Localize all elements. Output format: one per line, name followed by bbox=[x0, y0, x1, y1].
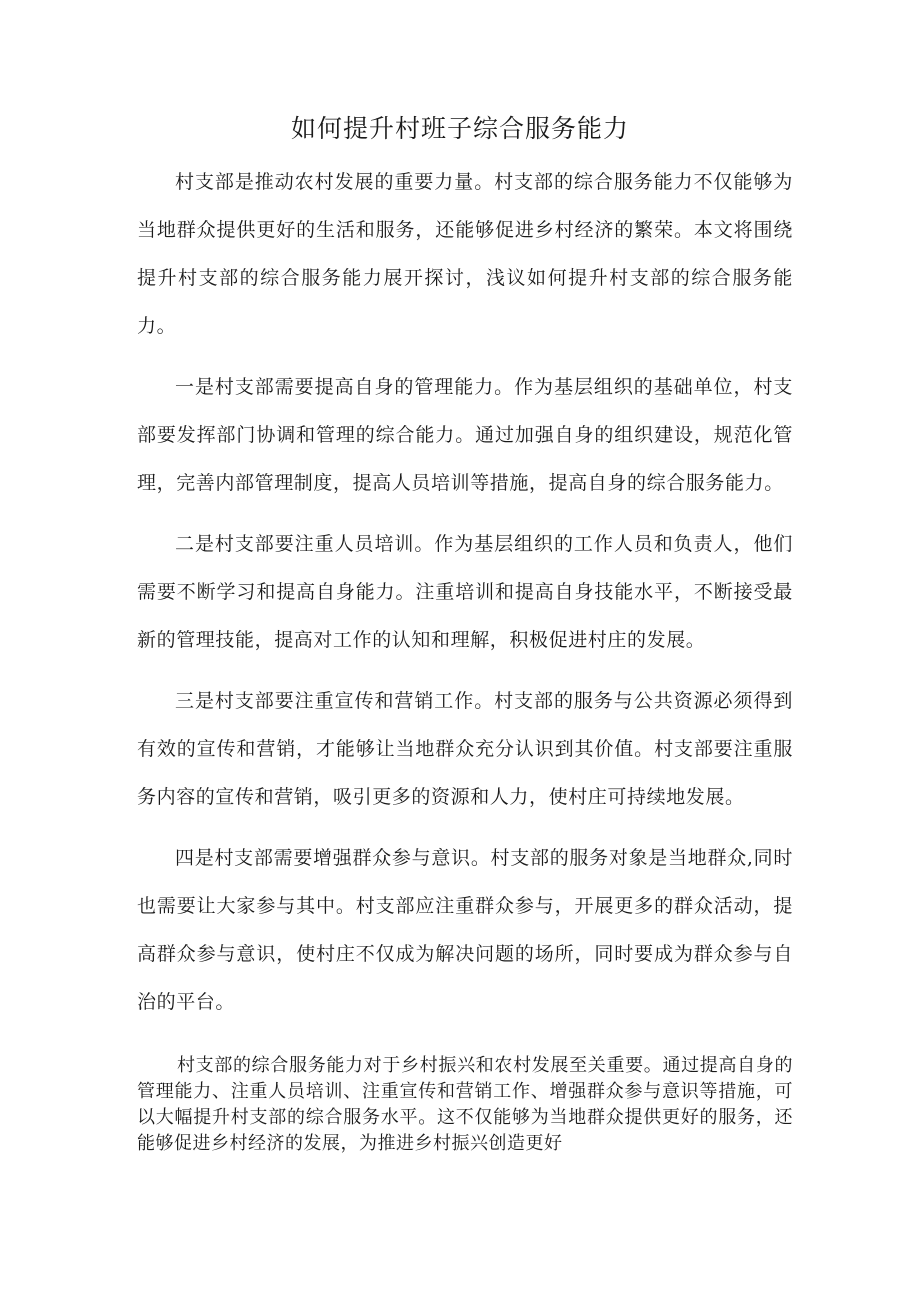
document-title: 如何提升村班子综合服务能力 bbox=[290, 114, 629, 143]
document-body bbox=[137, 158, 793, 1170]
paragraph-intro: 村支部是推动农村发展的重要力量。村支部的综合服务能力不仅能够为当地群众提供更好的生活和服务，还能够促进乡村经济的繁荣。本文将围绕提升村支部的综合服务能力展开探讨，浅议如何提升村支部的综合服务能力。 bbox=[137, 171, 793, 337]
paragraph-point-1: 一是村支部需要提高自身的管理能力。作为基层组织的基础单位，村支部要发挥部门协调和管理的综合能力。通过加强自身的组织建设，规范化管理，完善内部管理制度，提高人员培训等措施，提高自身的综合服务能力。 bbox=[137, 376, 793, 494]
paragraph-point-4: 四是村支部需要增强群众参与意识。村支部的服务对象是当地群众,同时也需要让大家参与其中。村支部应注重群众参与，开展更多的群众活动，提高群众参与意识，使村庄不仅成为解决问题的场所，同时要成为群众参与自治的平台。 bbox=[137, 847, 793, 1013]
paragraph-point-2: 二是村支部要注重人员培训。作为基层组织的工作人员和负责人，他们需要不断学习和提高自身能力。注重培训和提高自身技能水平，不断接受最新的管理技能，提高对工作的认知和理解，积极促进村庄的发展。 bbox=[137, 533, 793, 651]
paragraph-conclusion: 村支部的综合服务能力对于乡村振兴和农村发展至关重要。通过提高自身的管理能力、注重人员培训、注重宣传和营销工作、增强群众参与意识等措施，可以大幅提升村支部的综合服务水平。这不仅能够为当地群众提供更好的服务，还能够促进乡村经济的发展，为推进乡村振兴创造更好 bbox=[137, 1055, 793, 1154]
paragraph-point-3: 三是村支部要注重宣传和营销工作。村支部的服务与公共资源必须得到有效的宣传和营销，才能够让当地群众充分认识到其价值。村支部要注重服务内容的宣传和营销，吸引更多的资源和人力，使村庄可持续地发展。 bbox=[137, 690, 793, 808]
